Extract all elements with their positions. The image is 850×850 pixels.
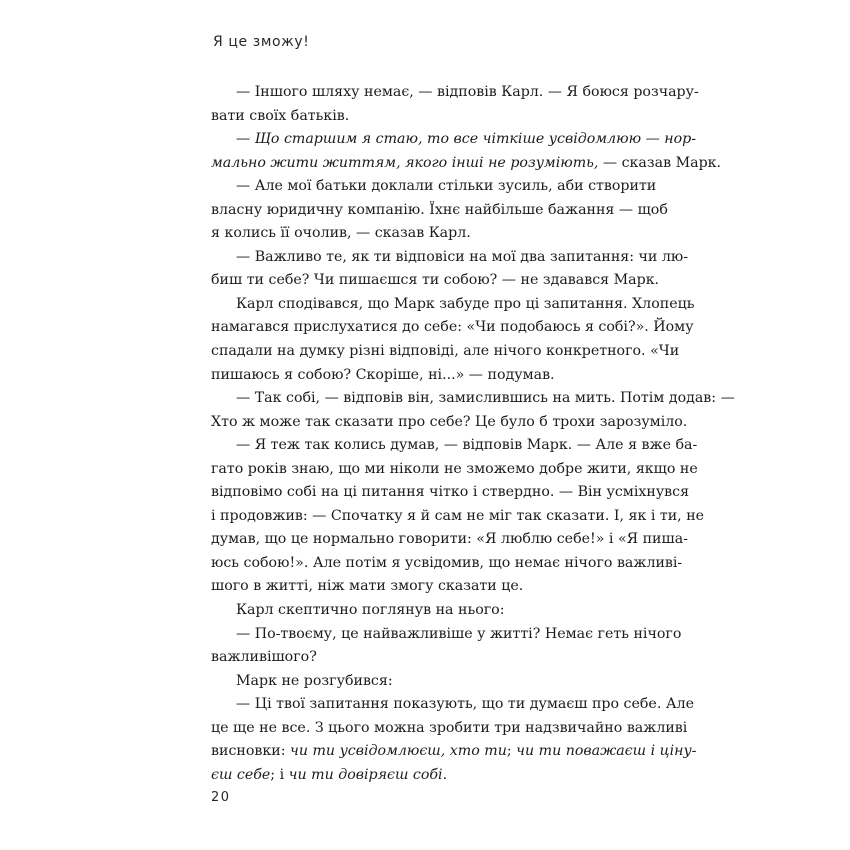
text-line (211, 528, 688, 552)
text-line (211, 764, 652, 788)
text-segment: це ще не все. З цього можна зробити три надзвичайно важливі (211, 719, 688, 736)
text-segment: — Але мої батьки доклали стільки зусиль, аби створити (236, 178, 657, 195)
text-line (211, 105, 652, 129)
text-segment: — (236, 131, 255, 148)
text-segment: Марк не розгубився: (236, 672, 393, 689)
text-segment: Карл сподівався, що Марк забуде про ці запитання. Хлопець (236, 295, 695, 312)
text-line (211, 316, 694, 340)
text-line (211, 717, 688, 741)
text-line (211, 481, 690, 505)
text-line (211, 434, 698, 458)
text-line (211, 340, 680, 364)
text-line (211, 623, 682, 647)
text-segment: Карл скептично поглянув на нього: (236, 602, 505, 619)
italic-text-segment: Що старшим я стаю, то все чіткіше усвідомлюю — нор- (254, 131, 697, 148)
text-line (211, 175, 657, 199)
text-line (211, 552, 683, 576)
text-segment: і продовжив: — Спочатку я й сам не міг так сказати. І, як і ти, не (211, 507, 705, 524)
page-number: 20 (211, 790, 231, 805)
text-segment: намагався прислухатися до себе: «Чи подобаюсь я собі?». Йому (211, 319, 694, 336)
text-line (211, 199, 668, 223)
text-segment: шого в житті, ніж мати змогу сказати це. (211, 578, 524, 595)
text-line (211, 458, 698, 482)
text-segment: гато років знаю, що ми ніколи не зможемо добре жити, якщо не (211, 460, 698, 477)
text-segment: — Так собі, — відповів він, замислившись на мить. Потім додав: — (236, 390, 735, 407)
italic-text-segment: чи ти довіряєш собі. (288, 766, 448, 783)
text-line (211, 364, 652, 388)
italic-text-segment: чи ти усвідомлюєш, хто ти (290, 743, 507, 760)
text-line (211, 81, 699, 105)
text-segment: власну юридичну компанію. Їхнє найбільше бажання — щоб (211, 201, 668, 218)
text-line (211, 293, 695, 317)
text-segment: важливішого? (211, 649, 317, 666)
text-segment: пишаюсь я собою? Скоріше, ні...» — подумав. (211, 366, 555, 383)
text-segment: — Важливо те, як ти відповіси на мої два запитання: чи лю- (236, 248, 689, 265)
text-line (211, 670, 652, 694)
italic-text-segment: мально жити життям, якого інші не розуміють, (211, 154, 599, 171)
text-line (211, 222, 652, 246)
text-segment: — Я теж так колись думав, — відповів Марк. — Але я вже ба- (236, 437, 698, 454)
italic-text-segment: єш себе (211, 766, 271, 783)
text-line (211, 740, 697, 764)
text-line (211, 575, 652, 599)
text-segment: думав, що це нормально говорити: «Я люблю себе!» і «Я пиша- (211, 531, 688, 548)
text-segment: відповімо собі на ці питання чітко і ствердно. — Він усміхнувся (211, 484, 690, 501)
text-line (211, 505, 705, 529)
text-segment: висновки: (211, 743, 290, 760)
text-line (211, 411, 688, 435)
text-segment: я колись її очолив, — сказав Карл. (211, 225, 471, 242)
text-line (211, 152, 722, 176)
text-line (211, 387, 735, 411)
text-segment: — сказав Марк. (598, 154, 722, 171)
text-line (211, 693, 695, 717)
text-segment: ; (506, 743, 517, 760)
text-segment: вати своїх батьків. (211, 107, 350, 124)
text-line (211, 246, 689, 270)
text-line (211, 128, 697, 152)
text-segment: юсь собою!». Але потім я усвідомив, що немає нічого важливі- (211, 554, 683, 571)
text-segment: спадали на думку різні відповіді, але нічого конкретного. «Чи (211, 343, 680, 360)
body-text (211, 81, 735, 787)
text-segment: ; і (270, 766, 289, 783)
running-head: Я це зможу! (213, 34, 310, 50)
text-line (211, 269, 660, 293)
italic-text-segment: чи ти поважаєш і ціну- (516, 743, 697, 760)
text-segment: — Ці твої запитання показують, що ти думаєш про себе. Але (236, 696, 695, 713)
text-segment: биш ти себе? Чи пишаєшся ти собою? — не здавався Марк. (211, 272, 660, 289)
text-segment: — Іншого шляху немає, — відповів Карл. — Я боюся розчару- (236, 84, 699, 100)
text-line (211, 599, 652, 623)
text-segment: Хто ж може так сказати про себе? Це було б трохи зарозуміло. (211, 413, 688, 430)
text-segment: — По-твоєму, це найважливіше у житті? Немає геть нічого (236, 625, 682, 642)
text-line (211, 646, 652, 670)
